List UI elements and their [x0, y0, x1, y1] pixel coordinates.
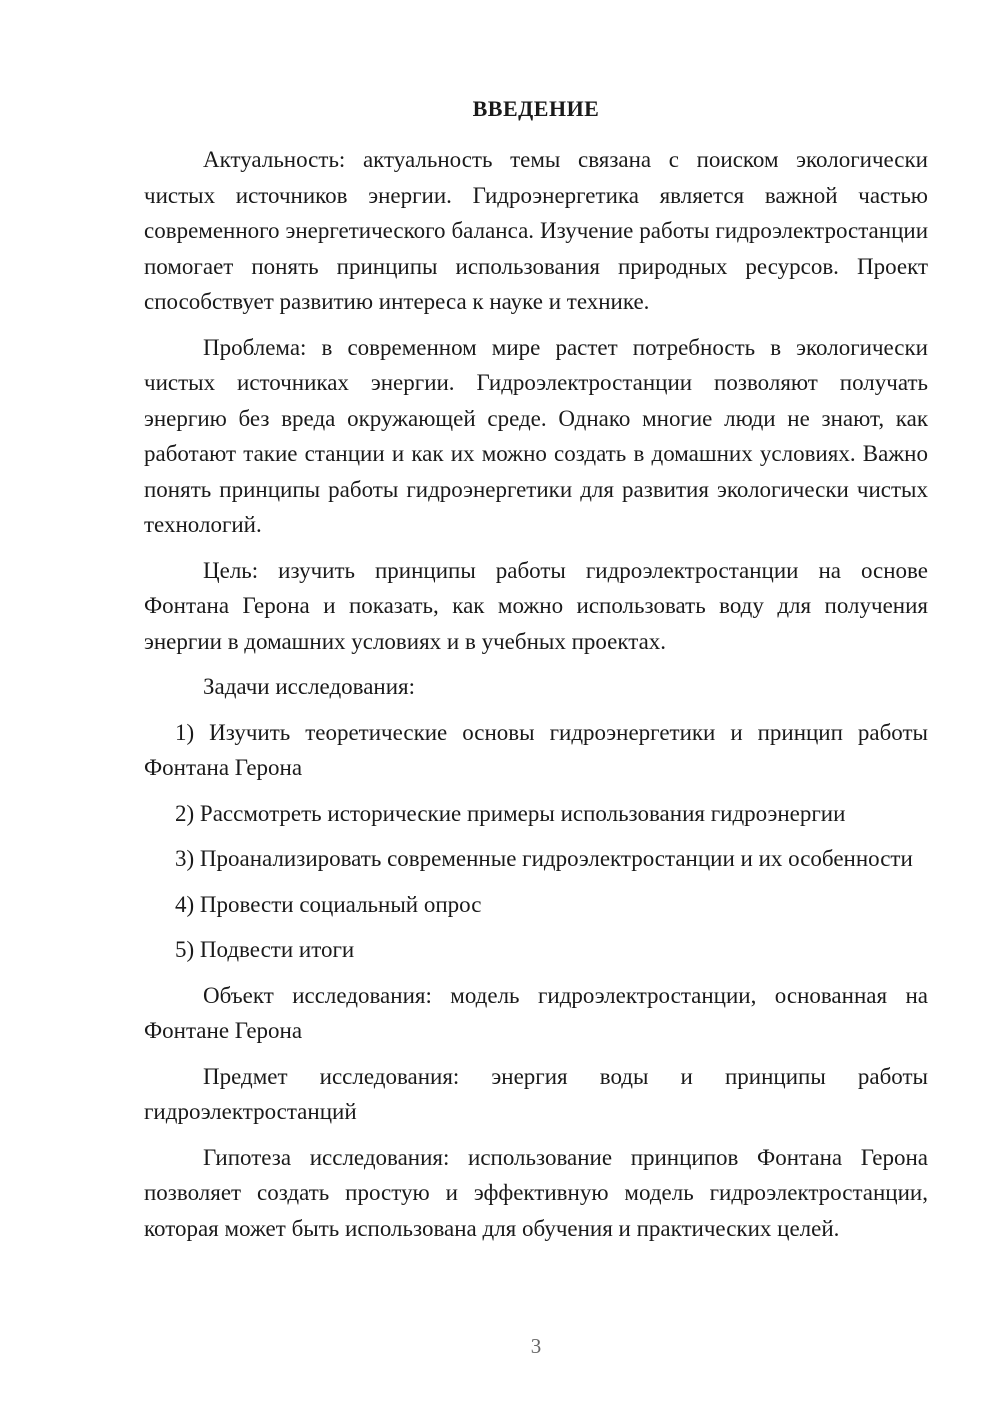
- page-body: [144, 142, 928, 1256]
- relevance-paragraph: Актуальность: актуальность темы связана с поиском экологически чистых источников энергии. Гидроэнергетика является важной частью современного энергетического баланса. Изучение работы гидроэлектростанции помогает понять принципы использования природных ресурсов. Проект способствует развитию интереса к науке и технике.: [144, 147, 928, 314]
- hypothesis-paragraph: Гипотеза исследования: использование принципов Фонтана Герона позволяет создать простую и эффективную модель гидроэлектростанции, которая может быть использована для обучения и практических целей.: [144, 1144, 928, 1241]
- page-number: 3: [530, 1334, 542, 1358]
- task-item-2: 2) Рассмотреть исторические примеры использования гидроэнергии: [175, 800, 846, 826]
- task-item-5: 5) Подвести итоги: [175, 937, 355, 962]
- page-title: ВВЕДЕНИЕ: [472, 96, 600, 121]
- task-item-1: 1) Изучить теоретические основы гидроэнергетики и принцип работы Фонтана Герона: [144, 719, 928, 780]
- task-item-4: 4) Провести социальный опрос: [175, 891, 482, 917]
- object-paragraph: Объект исследования: модель гидроэлектростанции, основанная на Фонтане Герона: [144, 982, 928, 1043]
- subject-paragraph: Предмет исследования: энергия воды и принципы работы гидроэлектростанций: [144, 1063, 928, 1124]
- tasks-heading: Задачи исследования:: [203, 674, 416, 699]
- goal-paragraph: Цель: изучить принципы работы гидроэлектростанции на основе Фонтана Герона и показать, как можно использовать воду для получения энергии в домашних условиях и в учебных проектах.: [144, 557, 928, 654]
- task-item-3: 3) Проанализировать современные гидроэлектростанции и их особенности: [175, 846, 913, 871]
- problem-paragraph: Проблема: в современном мире растет потребность в экологически чистых источниках энергии. Гидроэлектростанции позволяют получать энергию без вреда окружающей среде. Однако многие люди не знают, как работают такие станции и как их можно создать в домашних условиях. Важно понять принципы работы гидроэнергетики для развития экологически чистых технологий.: [144, 334, 928, 537]
